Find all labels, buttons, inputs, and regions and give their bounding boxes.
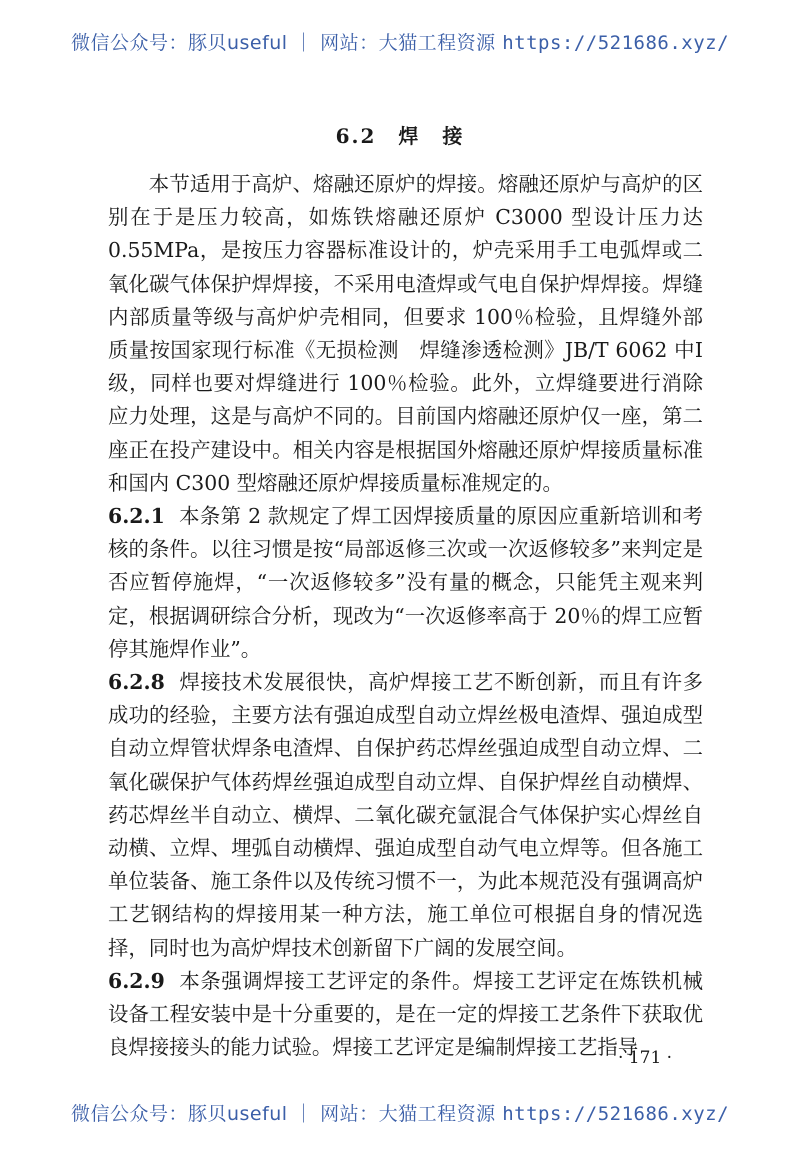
clause-6-2-8 <box>108 666 703 965</box>
watermark-text: 微信公众号：豚贝useful ｜ 网站：大猫工程资源 <box>70 32 503 54</box>
clause-6-2-9 <box>108 965 703 1065</box>
section-title <box>0 120 800 149</box>
watermark-bottom <box>0 1099 800 1126</box>
section-title-char-1: 焊 <box>398 124 421 148</box>
clause-number: 6.2.8 <box>108 670 165 695</box>
clause-6-2-1 <box>108 500 703 666</box>
clause-number: 6.2.9 <box>108 968 165 993</box>
section-title-char-2: 接 <box>442 124 465 148</box>
watermark-top <box>0 28 800 55</box>
clause-text: 本条强调焊接工艺评定的条件。焊接工艺评定在炼铁机械设备工程安装中是十分重要的，是在一定的焊接工艺条件下获取优良焊接接头的能力试验。焊接工艺评定是编制焊接工艺指导 <box>108 968 703 1060</box>
body-text <box>108 168 703 1064</box>
watermark-url: https://521686.xyz/ <box>502 1103 730 1125</box>
clause-text: 本条第 2 款规定了焊工因焊接质量的原因应重新培训和考核的条件。以往习惯是按“局部返修三次或一次返修较多”来判定是否应暂停施焊，“一次返修较多”没有量的概念，只能凭主观来判定，根据调研综合分析，现改为“一次返修率高于 20％的焊工应暂停其施焊作业”。 <box>108 504 703 661</box>
clause-number: 6.2.1 <box>108 504 165 529</box>
watermark-text: 微信公众号：豚贝useful ｜ 网站：大猫工程资源 <box>70 1103 503 1125</box>
page-number: · 171 · <box>618 1048 673 1068</box>
clause-text: 焊接技术发展很快，高炉焊接工艺不断创新，而且有许多成功的经验，主要方法有强迫成型自动立焊丝极电渣焊、强迫成型自动立焊管状焊条电渣焊、自保护药芯焊丝强迫成型自动立焊、二氧化碳保护气体药焊丝强迫成型自动立焊、自保护焊丝自动横焊、药芯焊丝半自动立、横焊、二氧化碳充氩混合气体保护实心焊丝自动横、立焊、埋弧自动横焊、强迫成型自动气电立焊等。但各施工单位装备、施工条件以及传统习惯不一，为此本规范没有强调高炉工艺钢结构的焊接用某一种方法，施工单位可根据自身的情况选择，同时也为高炉焊技术创新留下广阔的发展空间。 <box>108 670 703 960</box>
watermark-url: https://521686.xyz/ <box>502 32 730 54</box>
section-number: 6.2 <box>335 124 377 148</box>
intro-paragraph: 本节适用于高炉、熔融还原炉的焊接。熔融还原炉与高炉的区别在于是压力较高，如炼铁熔融还原炉 C3000 型设计压力达 0.55MPa，是按压力容器标准设计的，炉壳采用手工电弧焊或二氧化碳气体保护焊焊接，不采用电渣焊或气电自保护焊焊接。焊缝内部质量等级与高炉炉壳相同，但要求 100％检验，且焊缝外部质量按国家现行标准《无损检测 焊缝渗透检测》JB/T 6062 中Ⅰ级，同样也要对焊缝进行 100％检验。此外，立焊缝要进行消除应力处理，这是与高炉不同的。目前国内熔融还原炉仅一座，第二座正在投产建设中。相关内容是根据国外熔融还原炉焊接质量标准和国内 C300 型熔融还原炉焊接质量标准规定的。 <box>108 172 703 495</box>
